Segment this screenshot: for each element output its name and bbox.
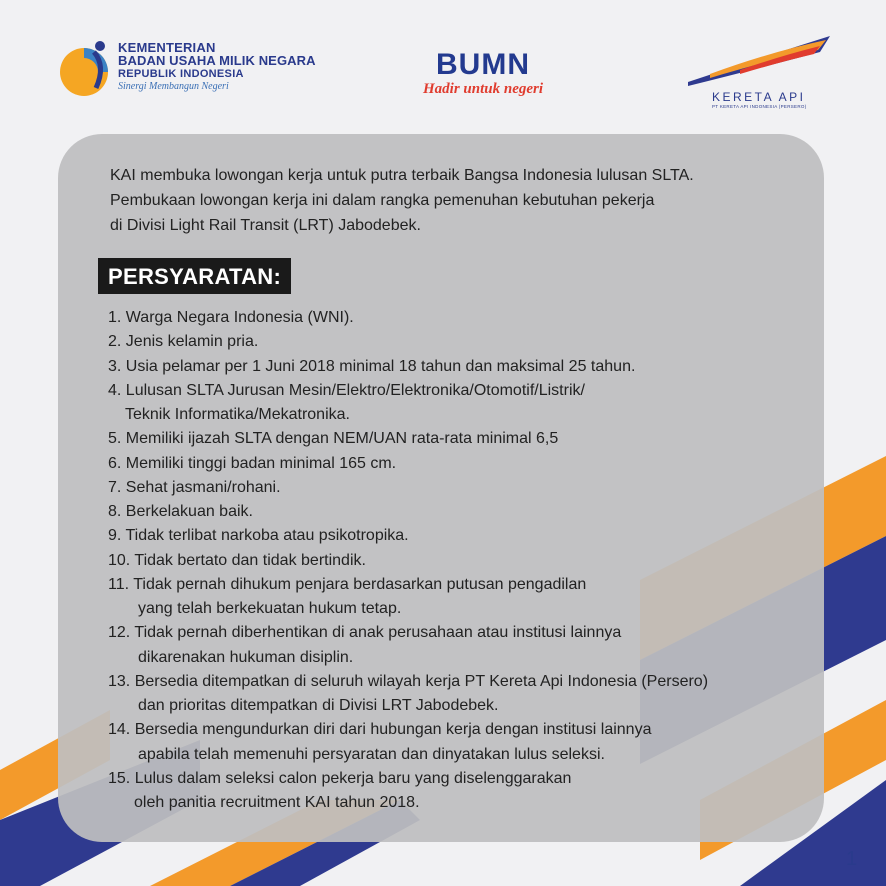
requirement-text: 7. Sehat jasmani/rohani. bbox=[108, 478, 281, 496]
list-item bbox=[108, 355, 808, 379]
requirement-continuation: yang telah berkekuatan hukum tetap. bbox=[138, 600, 402, 617]
list-item bbox=[108, 306, 808, 330]
requirement-text: 2. Jenis kelamin pria. bbox=[108, 333, 259, 351]
intro-line: KAI membuka lowongan kerja untuk putra terbaik Bangsa Indonesia lulusan SLTA. bbox=[110, 167, 694, 184]
requirement-text: 15. Lulus dalam seleksi calon pekerja baru yang diselenggarakan bbox=[108, 769, 572, 787]
kementerian-line1: KEMENTERIAN bbox=[118, 40, 216, 55]
list-item bbox=[108, 500, 808, 524]
requirement-text: 5. Memiliki ijazah SLTA dengan NEM/UAN rata-rata minimal 6,5 bbox=[108, 430, 559, 448]
list-item bbox=[108, 767, 808, 816]
requirement-text: 14. Bersedia mengundurkan diri dari hubungan kerja dengan institusi lainnya bbox=[108, 721, 652, 739]
intro-paragraph bbox=[110, 163, 800, 238]
list-item bbox=[108, 330, 808, 354]
kementerian-tagline: Sinergi Membangun Negeri bbox=[118, 81, 229, 92]
list-item bbox=[108, 452, 808, 476]
kereta-api-subtitle: PT KERETA API INDONESIA (PERSERO) bbox=[712, 104, 807, 109]
intro-line: Pembukaan lowongan kerja ini dalam rangka pemenuhan kebutuhan pekerja bbox=[110, 192, 655, 209]
requirements-list bbox=[108, 306, 808, 815]
requirement-text: 3. Usia pelamar per 1 Juni 2018 minimal 18 tahun dan maksimal 25 tahun. bbox=[108, 357, 636, 375]
kereta-api-name: KERETA API bbox=[712, 90, 806, 104]
list-item bbox=[108, 476, 808, 500]
bumn-tagline: Hadir untuk negeri bbox=[422, 81, 544, 97]
kementerian-line2: BADAN USAHA MILIK NEGARA bbox=[118, 53, 316, 68]
requirement-text: 9. Tidak terlibat narkoba atau psikotropika. bbox=[108, 527, 409, 545]
list-item bbox=[108, 524, 808, 548]
kementerian-bumn-logo bbox=[54, 36, 324, 100]
requirement-text: 4. Lulusan SLTA Jurusan Mesin/Elektro/Elektronika/Otomotif/Listrik/ bbox=[108, 381, 585, 399]
list-item bbox=[108, 718, 808, 767]
kereta-api-arrow-icon bbox=[680, 30, 830, 90]
kementerian-emblem-icon bbox=[54, 36, 118, 100]
list-item bbox=[108, 379, 808, 428]
kementerian-line3: REPUBLIK INDONESIA bbox=[118, 68, 244, 80]
requirement-text: 13. Bersedia ditempatkan di seluruh wilayah kerja PT Kereta Api Indonesia (Persero) bbox=[108, 672, 709, 690]
bumn-logo bbox=[398, 50, 568, 110]
list-item bbox=[108, 427, 808, 451]
page-number: 1 bbox=[846, 848, 858, 870]
requirements-heading: PERSYARATAN: bbox=[98, 258, 291, 294]
requirement-continuation: oleh panitia recruitment KAI tahun 2018. bbox=[134, 794, 420, 811]
kereta-api-logo bbox=[680, 30, 830, 110]
requirement-text: 12. Tidak pernah diberhentikan di anak perusahaan atau institusi lainnya bbox=[108, 624, 622, 642]
list-item bbox=[108, 621, 808, 670]
bumn-wordmark: BUMN bbox=[436, 48, 530, 81]
intro-line: di Divisi Light Rail Transit (LRT) Jabodebek. bbox=[110, 217, 421, 234]
requirement-continuation: Teknik Informatika/Mekatronika. bbox=[125, 406, 350, 423]
list-item bbox=[108, 549, 808, 573]
list-item bbox=[108, 573, 808, 622]
requirement-text: 11. Tidak pernah dihukum penjara berdasarkan putusan pengadilan bbox=[108, 575, 587, 593]
requirement-text: 6. Memiliki tinggi badan minimal 165 cm. bbox=[108, 454, 397, 472]
requirement-text: 1. Warga Negara Indonesia (WNI). bbox=[108, 309, 354, 326]
requirement-text: 8. Berkelakuan baik. bbox=[108, 503, 253, 520]
requirement-continuation: dikarenakan hukuman disiplin. bbox=[138, 648, 354, 666]
requirement-continuation: apabila telah memenuhi persyaratan dan dinyatakan lulus seleksi. bbox=[138, 745, 605, 763]
list-item bbox=[108, 670, 808, 719]
requirement-text: 10. Tidak bertato dan tidak bertindik. bbox=[108, 551, 366, 569]
requirement-continuation: dan prioritas ditempatkan di Divisi LRT Jabodebek. bbox=[138, 697, 499, 714]
